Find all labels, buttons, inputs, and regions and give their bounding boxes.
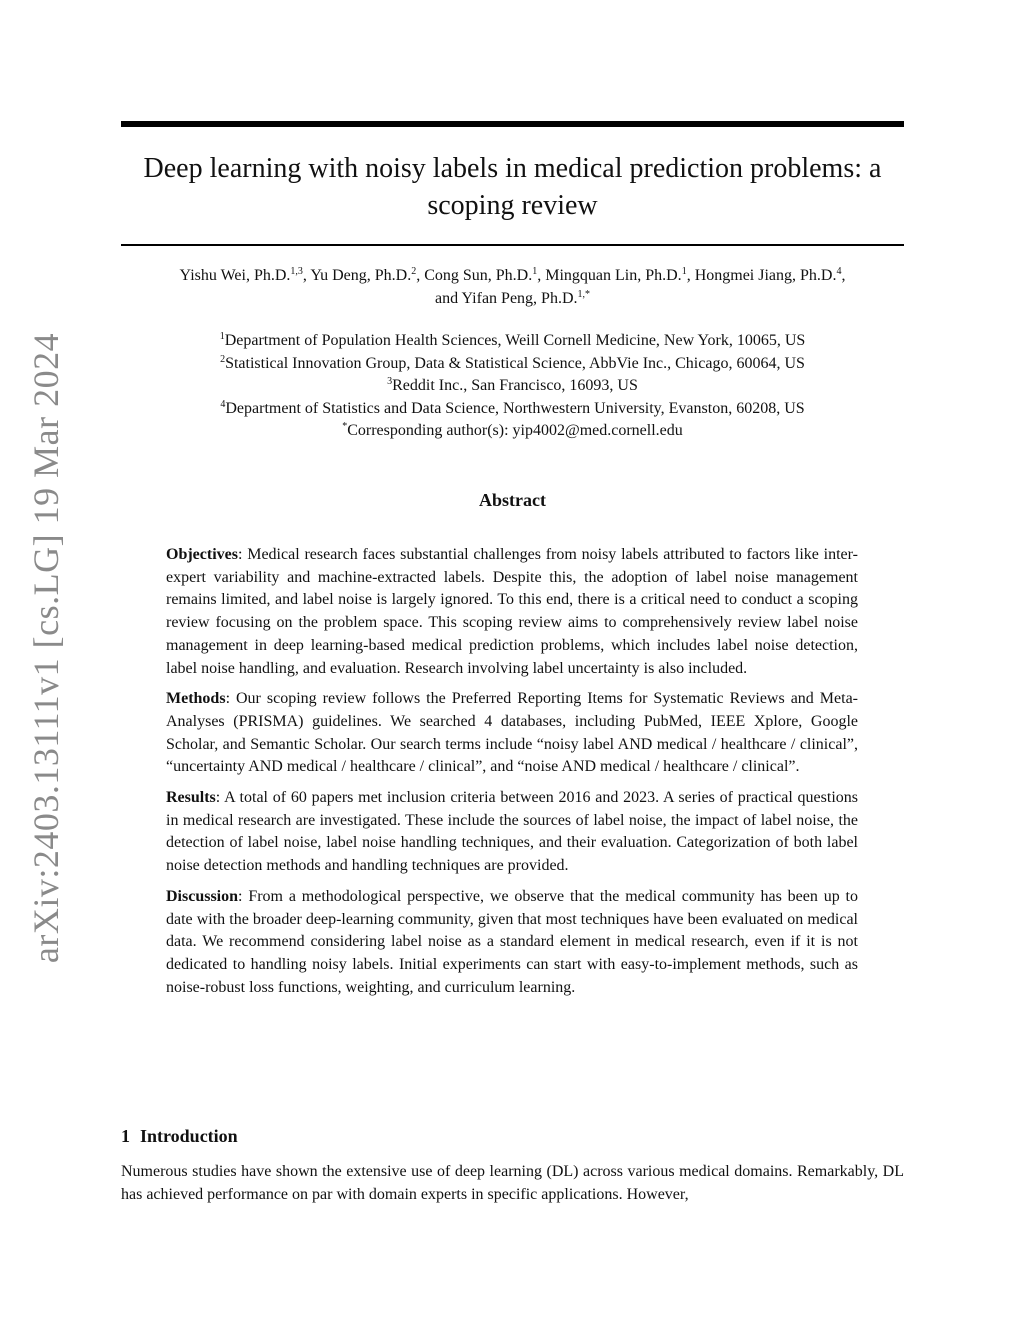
title-top-rule [121, 121, 904, 127]
paper-title: Deep learning with noisy labels in medical prediction problems: a scoping review [143, 153, 882, 221]
affiliation-line: $^4$Department of Statistics and Data Science, Northwestern University, Evanston, 60208, US [220, 398, 805, 417]
author-name: Hongmei Jiang, Ph.D. [694, 267, 837, 284]
author-name: Yishu Wei, Ph.D. [179, 267, 291, 284]
author-affiliation-marker: 1,* [577, 289, 590, 300]
author-name: Cong Sun, Ph.D. [424, 267, 533, 284]
title-bottom-rule [121, 244, 904, 246]
affiliation-line: $^1$Department of Population Health Sciences, Weill Cornell Medicine, New York, 10065, US [219, 331, 806, 349]
author-name: Mingquan Lin, Ph.D. [545, 267, 682, 284]
abstract-discussion: Discussion: From a methodological perspective, we observe that the medical community has been up to date with the broader deep-learning community, given that most techniques have been evaluated on medical data. We recommend considering label noise as a standard element in medical research, even if it is not dedicated to handling noisy labels. Initial experiments can start with easy-to-implement methods, such as noise-robust loss functions, weighting, and curriculum learning. [166, 887, 858, 996]
affiliation-line: $^2$Statistical Innovation Group, Data & Statistical Science, AbbVie Inc., Chicago, 60064, US [220, 353, 805, 372]
affiliation-list [121, 330, 904, 443]
author-list: Yishu Wei, Ph.D.$^{1,3}$, Yu Deng, Ph.D.$^2$, Cong Sun, Ph.D.$^1$, Mingquan Lin, Ph.D.$^1$, Hongmei Jiang, Ph.D.$^4$, and Yifan Peng, Ph.D.$^{1,*}$ [179, 266, 846, 307]
section-heading-introduction [121, 1126, 238, 1147]
corresponding-author-line: *Corresponding author(s): yip4002@med.cornell.edu [342, 421, 683, 439]
author-affiliation-marker: 1 [532, 266, 538, 277]
author-affiliation-marker: 2 [411, 266, 417, 277]
section-number: 1 [121, 1126, 130, 1146]
abstract-heading: Abstract [479, 490, 546, 510]
author-affiliation-marker: 1 [681, 266, 687, 277]
abstract-objectives: Objectives: Medical research faces substantial challenges from noisy labels attributed to factors like inter-expert variability and machine-extracted labels. Despite this, the adoption of label noise management remains limited, and label noise is largely ignored. To this end, there is a critical need to conduct a scoping review focusing on the problem space. This scoping review aims to comprehensively review label noise management in deep learning-based medical prediction problems, which includes label noise detection, label noise handling, and evaluation. Research involving label uncertainty is also included. [166, 546, 858, 677]
author-affiliation-marker: 1,3 [290, 266, 303, 277]
introduction-paragraph: Numerous studies have shown the extensive use of deep learning (DL) across various medical domains. Remarkably, DL has achieved performance on par with domain experts in specific applications. However, [121, 1163, 904, 1203]
author-affiliation-marker: 4 [836, 266, 842, 277]
arxiv-identifier-stamp: arXiv:2403.13111v1 [cs.LG] 19 Mar 2024 [26, 332, 66, 964]
abstract-results: Results: A total of 60 papers met inclusion criteria between 2016 and 2023. A series of practical questions in medical research are investigated. These include the sources of label noise, the impact of label noise, the detection of label noise, label noise handling techniques, and their evaluation. Categorization of both label noise detection methods and handling techniques are provided. [166, 789, 858, 875]
abstract-body [166, 544, 858, 1007]
abstract-section-label: Methods [166, 690, 226, 708]
abstract-section-label: Results [166, 789, 216, 807]
abstract-methods: Methods: Our scoping review follows the Preferred Reporting Items for Systematic Reviews and Meta-Analyses (PRISMA) guidelines. We searched 4 databases, including PubMed, IEEE Xplore, Google Scholar, and Semantic Scholar. Our search terms include “noisy label AND medical / healthcare / clinical”, “uncertainty AND medical / healthcare / clinical”, and “noise AND medical / healthcare / clinical”. [166, 690, 858, 776]
author-name: Yu Deng, Ph.D. [310, 267, 412, 284]
affiliation-line: $^3$Reddit Inc., San Francisco, 16093, US [387, 376, 638, 394]
abstract-section-label: Objectives [166, 546, 238, 563]
author-name: Yifan Peng, Ph.D. [461, 290, 578, 307]
abstract-section-label: Discussion [166, 887, 239, 905]
section-title: Introduction [140, 1126, 238, 1146]
